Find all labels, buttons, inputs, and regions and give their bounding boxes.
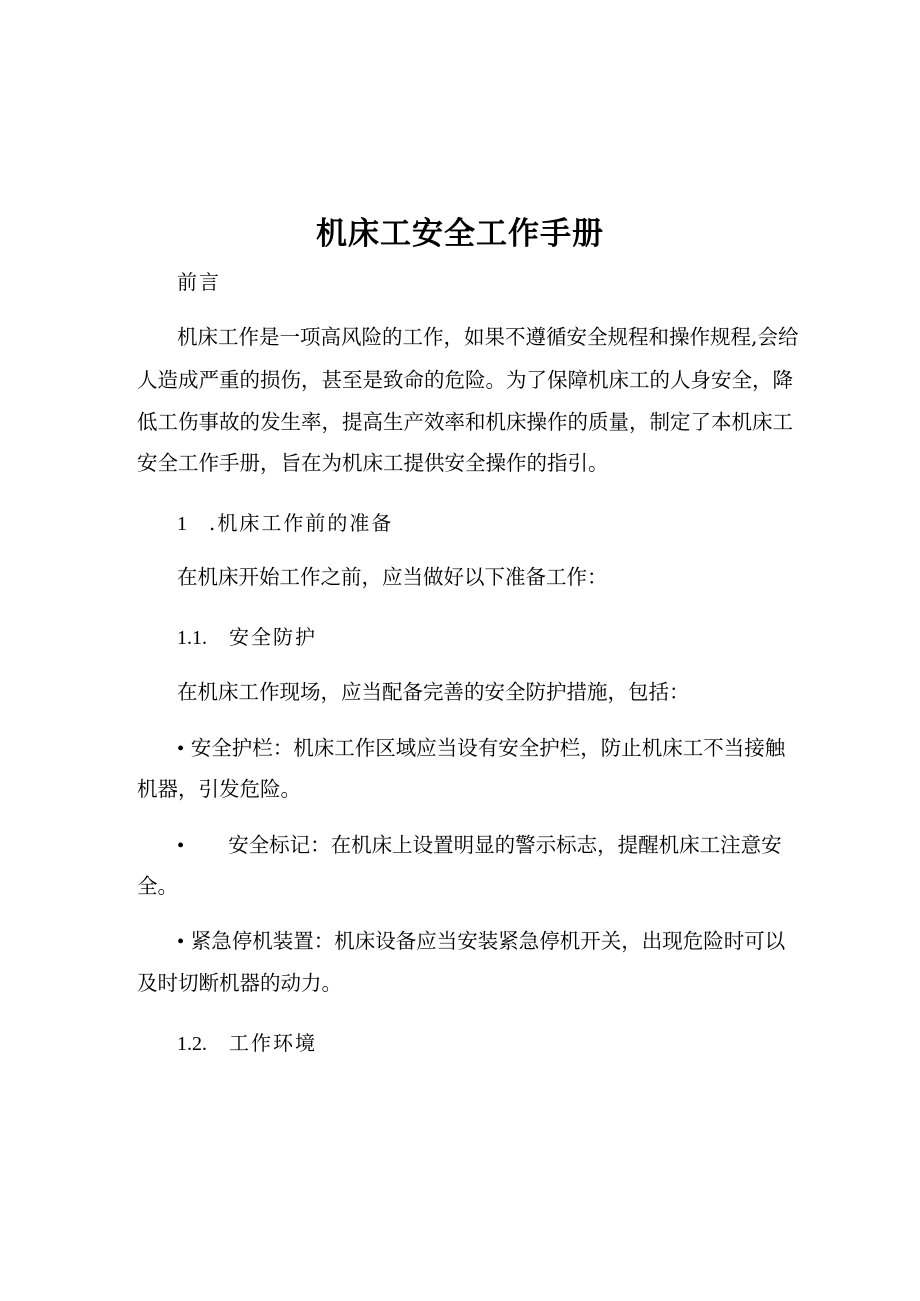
preface-heading: 前言 [177, 270, 221, 294]
bullet-2-text: 安全标记：在机床上设置明显的警示标志，提醒机床工注意安 [228, 833, 782, 857]
bullet-3-marker: • [177, 931, 185, 953]
bullet-3-line-1 [177, 924, 785, 954]
section-1-title: .机床工作前的准备 [209, 511, 394, 535]
section-1-1-title: 安全防护 [229, 625, 317, 649]
section-1-intro: 在机床开始工作之前，应当做好以下准备工作： [177, 565, 608, 589]
preface-line-4: 安全工作手册，旨在为机床工提供安全操作的指引。 [137, 451, 609, 475]
bullet-2-line-2: 全。 [137, 874, 178, 898]
section-1-1-number: 1.1. [177, 627, 207, 649]
bullet-1-marker: • [177, 738, 185, 760]
section-1-1-heading [177, 621, 317, 650]
section-1-1-intro: 在机床工作现场，应当配备完善的安全防护措施，包括： [177, 680, 690, 704]
section-1-2-title: 工作环境 [229, 1031, 317, 1055]
bullet-1-line-1 [177, 731, 785, 761]
document-title: 机床工安全工作手册 [316, 216, 604, 252]
section-1-2-heading [177, 1027, 317, 1056]
bullet-3-text: 紧急停机装置：机床设备应当安装紧急停机开关，出现危险时可以 [190, 929, 786, 953]
section-1-number: 1 [177, 513, 187, 535]
preface-line-1: 机床工作是一项高风险的工作，如果不遵循安全规程和操作规程,会给 [177, 325, 799, 349]
bullet-1-text: 安全护栏：机床工作区域应当设有安全护栏，防止机床工不当接触 [190, 736, 786, 760]
bullet-2-marker: • [177, 835, 185, 857]
section-1-heading [177, 507, 393, 536]
preface-line-2: 人造成严重的损伤，甚至是致命的危险。为了保障机床工的人身安全，降 [137, 368, 793, 392]
bullet-3-line-2: 及时切断机器的动力。 [137, 971, 342, 995]
bullet-2-line-1 [177, 828, 782, 858]
section-1-2-number: 1.2. [177, 1033, 207, 1055]
preface-line-3: 低工伤事故的发生率，提高生产效率和机床操作的质量，制定了本机床工 [137, 410, 793, 434]
bullet-1-line-2: 机器，引发危险。 [137, 777, 301, 801]
